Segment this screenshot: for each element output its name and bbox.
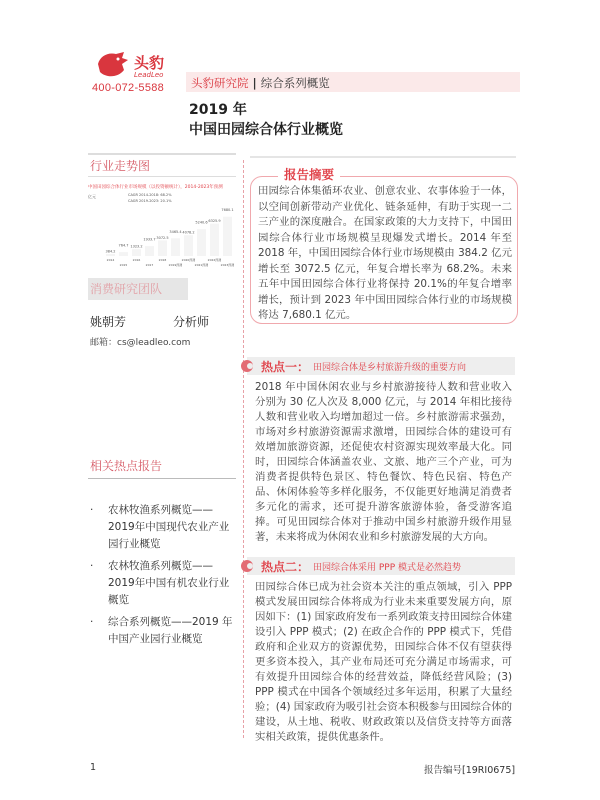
pacman-icon: [241, 560, 253, 572]
chart-bar: [132, 249, 141, 256]
chart-x-tick: 2021预测: [194, 263, 209, 267]
pacman-icon: [241, 360, 253, 372]
chart-data-label: 1323.2: [130, 244, 143, 249]
chart-data-label: 7680.1: [221, 208, 234, 213]
summary-text: 田园综合体集循环农业、创意农业、农事体验于一体，以空间创新带动产业优化、链条延伸，有助于实现一二三产业的深度融合。在国家政策的大力支持下，中国田园综合体行业市场规模呈现爆发式增长。2014 年至 2018 年，中国田园综合体行业市场规模由 384.2 亿元增长至 3072.5 亿元，年复合增长率为 68.2%。未来五年中国田园综合体行业将保持 20.1%的年复合增率增长，预计到 2023 年中国田园综合体行业的市场规模将达 7,680.1 亿元。: [258, 185, 512, 321]
chart-bar: [106, 254, 115, 256]
related-heading: 相关热点报告: [90, 459, 163, 473]
chart-bar: [223, 217, 232, 256]
team-heading-box: [88, 278, 188, 300]
chart-data-label: 3465.4: [169, 229, 182, 234]
chart-bar: [210, 224, 219, 256]
chart-data-label: 3072.5: [156, 235, 169, 240]
related-report-list: [90, 502, 236, 653]
chart-bar: [197, 229, 206, 256]
chart-x-tick: 2020预测: [181, 258, 196, 262]
chart-bar: [171, 238, 180, 256]
header-band: [186, 72, 520, 92]
leopard-icon: [96, 50, 130, 80]
report-year: 2019 年: [189, 102, 247, 118]
hot-point-label: 热点一：: [261, 360, 310, 374]
hot-points: [247, 357, 515, 745]
chart-ylabel: 亿元: [88, 194, 96, 199]
page-number: 1: [90, 762, 97, 773]
bullet: ·: [90, 560, 94, 572]
logo-text: 头豹: [134, 54, 165, 72]
hot-point-1-header: [247, 357, 515, 375]
analyst-name: 姚朝芳: [90, 315, 127, 329]
related-report-link[interactable]: 综合系列概览——2019 年中国产业园行业概览: [108, 616, 233, 645]
chart-data-label: 1933.7: [143, 237, 156, 242]
chart-x-tick: 2014: [106, 258, 115, 262]
brand-name: 头豹研究院: [191, 76, 249, 90]
bullet: ·: [90, 504, 94, 516]
analyst-email[interactable]: 邮箱：cs@leadleo.com: [90, 338, 191, 348]
divider: [88, 153, 236, 155]
chart-data-label: 764.7: [118, 243, 129, 248]
divider: [88, 176, 236, 177]
column-divider: [243, 160, 244, 738]
related-report-item[interactable]: [90, 502, 236, 553]
trend-heading: 行业走势图: [90, 159, 151, 173]
hot-point-subtitle: 田园综合体采用 PPP 模式是必然趋势: [313, 563, 462, 573]
chart-x-tick: 2019预测: [168, 263, 183, 267]
phone-number: 400-072-5588: [92, 82, 165, 94]
chart-x-tick: 2018: [158, 258, 167, 262]
separator: |: [252, 76, 257, 90]
chart-data-label: 384.2: [105, 249, 116, 254]
chart-title: 中国田园综合体行业市场规模（以投资额统计），2014-2023年预测: [88, 185, 223, 190]
chart-x-tick: 2022预测: [207, 258, 222, 262]
chart-data-label: 5240.6: [195, 220, 208, 225]
related-report-item[interactable]: [90, 614, 236, 648]
chart-bar: [158, 240, 167, 256]
series-name: 综合系列概览: [260, 76, 330, 90]
summary-title: 报告摘要: [278, 165, 340, 183]
chart-legend-2: CAGR 2019-2023: 20.1%: [128, 199, 172, 203]
analyst-role: 分析师: [173, 315, 210, 329]
logo-sub: LeadLeo: [134, 71, 164, 79]
chart-x-tick: 2015: [119, 263, 128, 267]
team-heading: 消费研究团队: [90, 282, 163, 296]
divider: [88, 478, 236, 479]
hot-point-subtitle: 田园综合体是乡村旅游升级的重要方向: [313, 363, 467, 373]
report-number: 报告编号[19RI0675]: [424, 765, 516, 776]
trend-chart: [88, 182, 238, 274]
chart-bar: [145, 246, 154, 256]
related-report-link[interactable]: 农林牧渔系列概览——2019年中国有机农业行业概览: [108, 560, 230, 606]
chart-bar: [184, 235, 193, 256]
related-report-link[interactable]: 农林牧渔系列概览——2019年中国现代农业产业园行业概览: [108, 504, 230, 550]
chart-legend-1: CAGR 2014-2018: 68.2%: [128, 193, 172, 197]
chart-x-tick: 2016: [132, 258, 141, 262]
hot-point-2-header: [247, 557, 515, 575]
hot-point-label: 热点二：: [261, 560, 310, 574]
leadleo-logo: [96, 50, 176, 82]
page-title: 中国田园综合体行业概览: [189, 122, 343, 138]
chart-data-label: 6325.9: [208, 219, 221, 224]
chart-x-tick: 2023预测: [220, 263, 235, 267]
divider: [250, 156, 516, 158]
hot-point-1-text: 2018 年中国休闲农业与乡村旅游接待人数和营业收入分别为 30 亿人次及 8,000 亿元，与 2014 年相比接待人数和营业收入均增加超过一倍。乡村旅游需求强劲，市场对乡村旅游资源需求激增，田园综合体的建设可有效增加旅游资源，还促使农村资源实现效率最大化。同时，田园综合体涵盖农业、文旅、地产三个产业，可为消费者提供特色景区、特色餐饮、特色民宿、特色产品、休闲体验等多样化服务，不仅能更好地满足消费者多元化的需求，还可提升游客旅游体验，备受游客追捧。可见田园综合体对于推动中国乡村旅游升级作用显著，未来将成为休闲农业和乡村旅游发展的大方向。: [255, 381, 512, 543]
hot-point-2-text: 田园综合体已成为社会资本关注的重点领域，引入 PPP 模式发展田园综合体将成为行业未来重要发展方向，原因如下：(1) 国家政府发布一系列政策支持田园综合体建设引入 PPP 模式；(2) 在政企合作的 PPP 模式下，凭借政府和企业双方的资源优势，田园综合体不仅有望获得更多资本投入，其产业布局还可充分满足市场需求，可有效提升田园综合体的经营效益，降低经营风险；(3) PPP 模式在中国各个领域经过多年运用，积累了大量经验；(4) 国家政府为吸引社会资本积极参与田园综合体的建设，从土地、税收、财政政策以及信贷支持等方面落实相关政策，提供优惠条件。: [255, 581, 513, 743]
related-report-item[interactable]: [90, 558, 236, 609]
chart-bar: [119, 252, 128, 256]
chart-data-label: 4078.2: [182, 230, 195, 235]
chart-x-tick: 2017: [145, 263, 154, 267]
bullet: ·: [90, 616, 94, 628]
